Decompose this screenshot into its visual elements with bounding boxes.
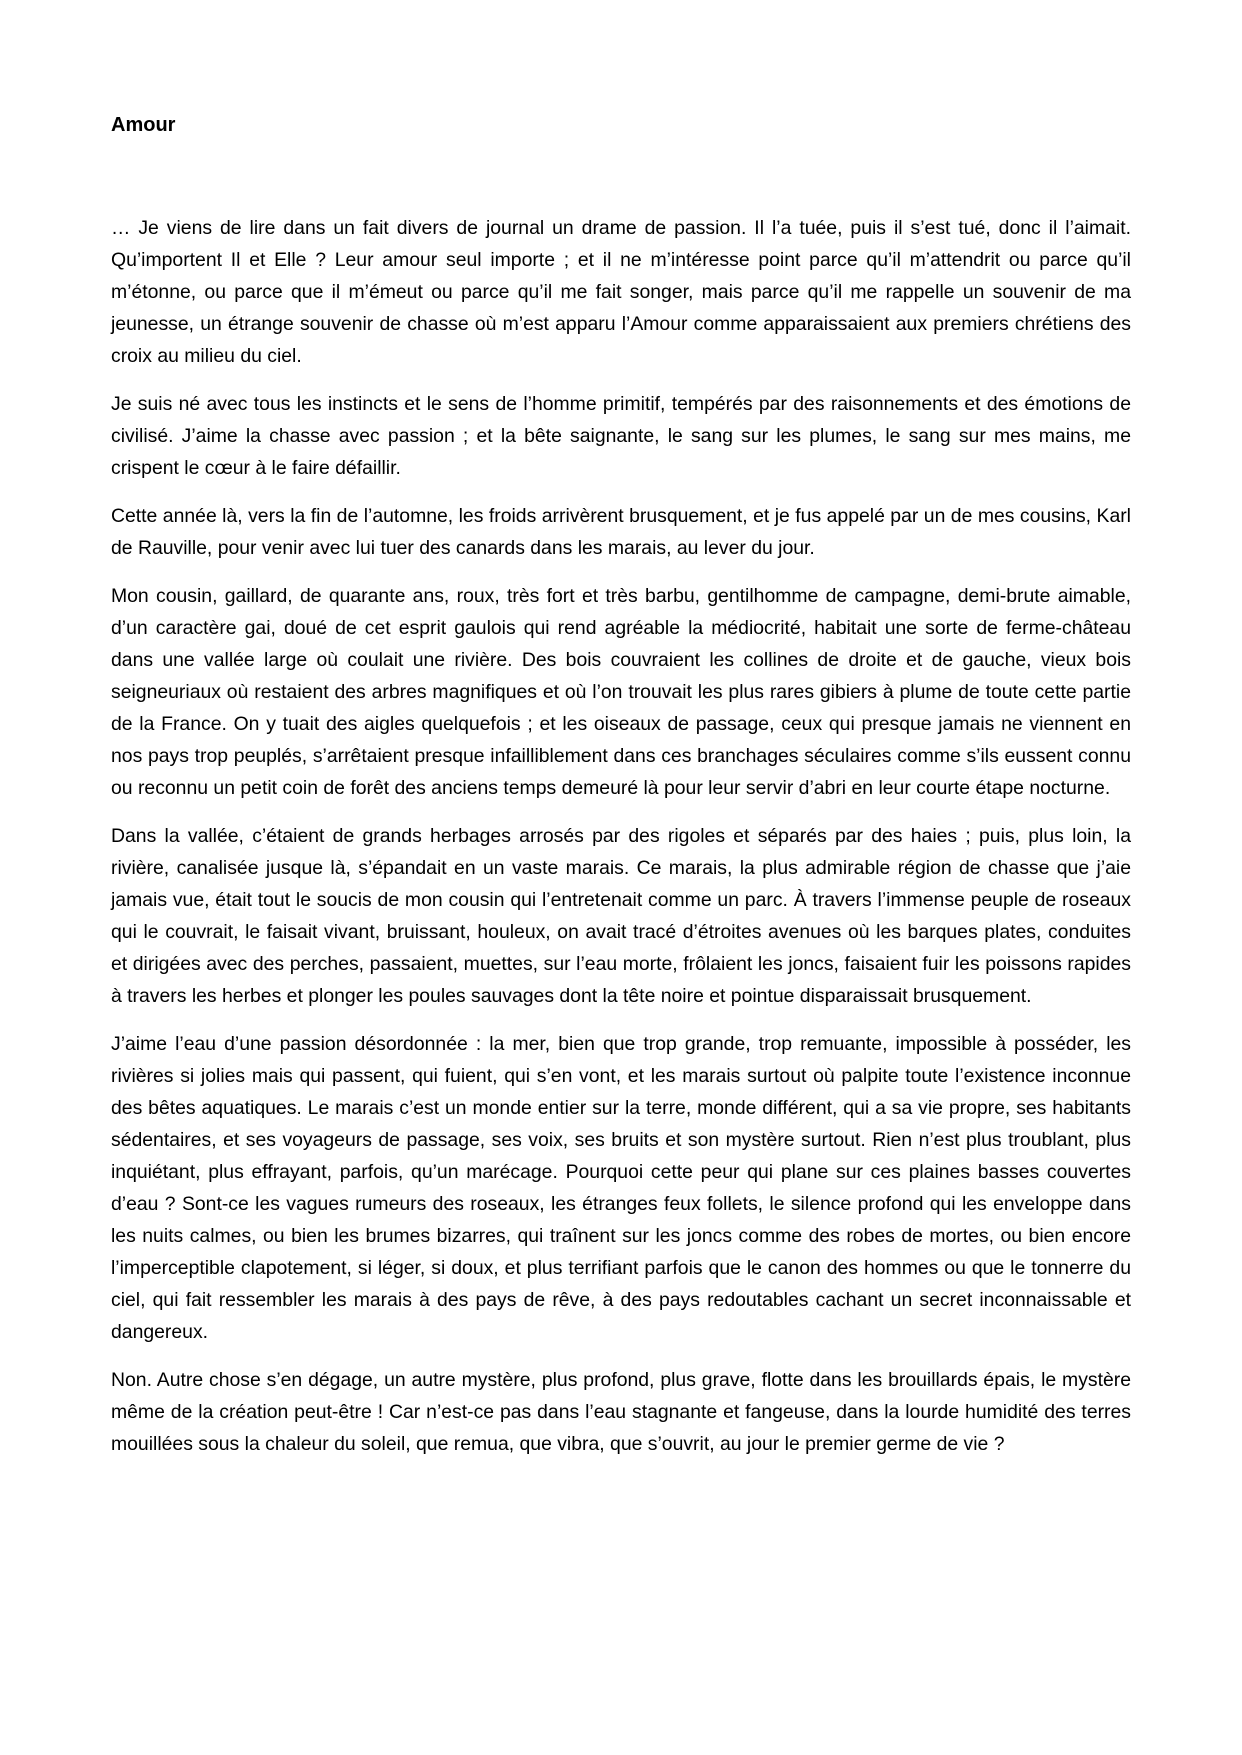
paragraph: Non. Autre chose s’en dégage, un autre mystère, plus profond, plus grave, flotte dans les brouillards épais, le mystère même de la création peut-être ! Car n’est-ce pas dans l’eau stagnante et fangeuse, dans la lourde humidité des terres mouillées sous la chaleur du soleil, que remua, que vibra, que s’ouvrit, au jour le premier germe de vie ? [111, 1369, 1131, 1455]
paragraph: Cette année là, vers la fin de l’automne, les froids arrivèrent brusquement, et je fus appelé par un de mes cousins, Karl de Rauville, pour venir avec lui tuer des canards dans les marais, au lever du jour. [111, 505, 1131, 559]
paragraph: … Je viens de lire dans un fait divers de journal un drame de passion. Il l’a tuée, puis il s’est tué, donc il l’aimait. Qu’importent Il et Elle ? Leur amour seul importe ; et il ne m’intéresse point parce qu’il m’attendrit ou parce qu’il m’étonne, ou parce que il m’émeut ou parce qu’il me fait songer, mais parce qu’il me rappelle un souvenir de ma jeunesse, un étrange souvenir de chasse où m’est apparu l’Amour comme apparaissaient aux premiers chrétiens des croix au milieu du ciel. [111, 217, 1131, 367]
paragraph: Dans la vallée, c’étaient de grands herbages arrosés par des rigoles et séparés par des haies ; puis, plus loin, la rivière, canalisée jusque là, s’épandait en un vaste marais. Ce marais, la plus admirable région de chasse que j’aie jamais vue, était tout le soucis de mon cousin qui l’entretenait comme un parc. À travers l’immense peuple de roseaux qui le couvrait, le faisait vivant, bruissant, houleux, on avait tracé d’étroites avenues où les barques plates, conduites et dirigées avec des perches, passaient, muettes, sur l’eau morte, frôlaient les joncs, faisaient fuir les poissons rapides à travers les herbes et plonger les poules sauvages dont la tête noire et pointue disparaissait brusquement. [111, 825, 1131, 1007]
document-body [111, 212, 1131, 1476]
paragraph: J’aime l’eau d’une passion désordonnée : la mer, bien que trop grande, trop remuante, impossible à posséder, les rivières si jolies mais qui passent, qui fuient, qui s’en vont, et les marais surtout où palpite toute l’existence inconnue des bêtes aquatiques. Le marais c’est un monde entier sur la terre, monde différent, qui a sa vie propre, ses habitants sédentaires, et ses voyageurs de passage, ses voix, ses bruits et son mystère surtout. Rien n’est plus troublant, plus inquiétant, plus effrayant, parfois, qu’un marécage. Pourquoi cette peur qui plane sur ces plaines basses couvertes d’eau ? Sont-ce les vagues rumeurs des roseaux, les étranges feux follets, le silence profond qui les enveloppe dans les nuits calmes, ou bien les brumes bizarres, qui traînent sur les joncs comme des robes de mortes, ou bien encore l’imperceptible clapotement, si léger, si doux, et plus terrifiant parfois que le canon des hommes ou que le tonnerre du ciel, qui fait ressembler les marais à des pays de rêve, à des pays redoutables cachant un secret inconnaissable et dangereux. [111, 1033, 1131, 1343]
paragraph: Mon cousin, gaillard, de quarante ans, roux, très fort et très barbu, gentilhomme de campagne, demi-brute aimable, d’un caractère gai, doué de cet esprit gaulois qui rend agréable la médiocrité, habitait une sorte de ferme-château dans une vallée large où coulait une rivière. Des bois couvraient les collines de droite et de gauche, vieux bois seigneuriaux où restaient des arbres magnifiques et où l’on trouvait les plus rares gibiers à plume de toute cette partie de la France. On y tuait des aigles quelquefois ; et les oiseaux de passage, ceux qui presque jamais ne viennent en nos pays trop peuplés, s’arrêtaient presque infailliblement dans ces branchages séculaires comme s’ils eussent connu ou reconnu un petit coin de forêt des anciens temps demeuré là pour leur servir d’abri en leur courte étape nocturne. [111, 585, 1131, 799]
paragraph: Je suis né avec tous les instincts et le sens de l’homme primitif, tempérés par des raisonnements et des émotions de civilisé. J’aime la chasse avec passion ; et la bête saignante, le sang sur les plumes, le sang sur mes mains, me crispent le cœur à le faire défaillir. [111, 393, 1131, 479]
document-title: Amour [111, 114, 176, 136]
